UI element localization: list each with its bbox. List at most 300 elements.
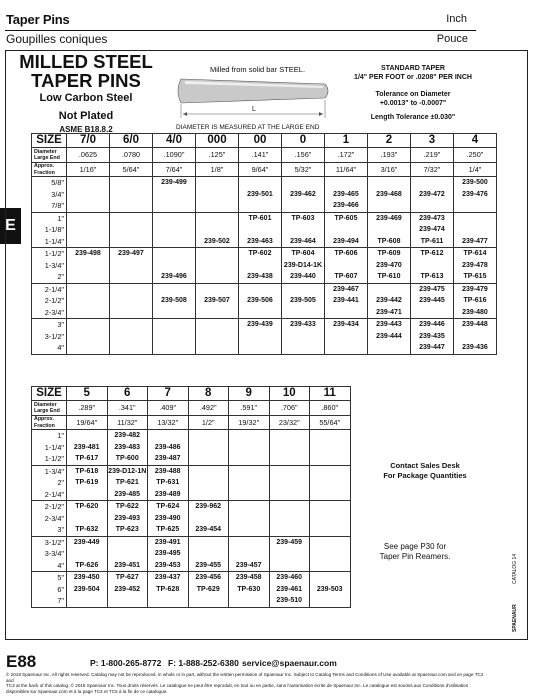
part-number: 239-962 bbox=[195, 503, 222, 510]
part-number: 239-468 bbox=[376, 190, 402, 198]
size-value: 2 bbox=[368, 134, 411, 148]
part-number: 239-441 bbox=[333, 297, 359, 304]
part-number bbox=[270, 513, 310, 525]
part-number bbox=[368, 200, 410, 212]
length-value: 1-3/4" bbox=[44, 466, 64, 476]
length-value: 1" bbox=[57, 431, 64, 440]
part-cell bbox=[229, 536, 270, 572]
part-number bbox=[196, 260, 238, 272]
part-number bbox=[411, 200, 453, 212]
part-number: 239-449 bbox=[73, 538, 100, 546]
part-number bbox=[189, 442, 229, 454]
part-number: TP-627 bbox=[115, 574, 139, 581]
part-number bbox=[196, 284, 238, 296]
part-number: 239-452 bbox=[114, 585, 141, 593]
length-value: 5" bbox=[57, 573, 64, 582]
part-number: 239-457 bbox=[235, 561, 262, 569]
part-number bbox=[229, 453, 269, 465]
length-value: 3" bbox=[57, 525, 64, 534]
part-cell bbox=[454, 177, 497, 213]
part-number bbox=[454, 213, 496, 225]
fraction-value: 55/64" bbox=[310, 416, 351, 430]
diameter-value: .193" bbox=[368, 148, 411, 163]
part-number: 239-493 bbox=[114, 514, 141, 522]
part-number bbox=[282, 200, 324, 212]
part-number: 239-499 bbox=[161, 179, 187, 186]
part-cell bbox=[239, 212, 282, 248]
part-number bbox=[196, 342, 238, 354]
part-number bbox=[189, 466, 229, 478]
part-number bbox=[325, 331, 367, 343]
part-number bbox=[153, 236, 195, 248]
sales-contact-note bbox=[360, 461, 490, 481]
part-cell bbox=[153, 177, 196, 213]
reamer-note bbox=[360, 542, 470, 562]
part-number bbox=[229, 477, 269, 489]
part-number bbox=[110, 271, 152, 283]
part-number bbox=[239, 342, 281, 354]
length-cell bbox=[32, 319, 67, 355]
part-number: 239-477 bbox=[462, 237, 488, 245]
part-number bbox=[67, 307, 109, 319]
part-number: 239-485 bbox=[114, 490, 141, 498]
part-number: 239-475 bbox=[419, 285, 445, 293]
length-cell bbox=[32, 572, 67, 608]
length-cell bbox=[32, 283, 67, 319]
part-number bbox=[153, 284, 195, 296]
fraction-value: 7/64" bbox=[153, 163, 196, 177]
fraction-value: 11/32" bbox=[107, 416, 148, 430]
part-number: TP-615 bbox=[463, 273, 487, 280]
part-number bbox=[67, 177, 109, 189]
part-number: TP-624 bbox=[156, 503, 180, 510]
part-number: 239-472 bbox=[419, 190, 445, 198]
copyright-notice bbox=[6, 672, 486, 694]
part-number: 239-436 bbox=[462, 344, 488, 351]
size-value: 7/0 bbox=[67, 134, 110, 148]
part-cell bbox=[196, 319, 239, 355]
part-number bbox=[454, 331, 496, 343]
material-label: Low Carbon Steel bbox=[39, 92, 133, 104]
length-value: 1-1/2" bbox=[44, 249, 64, 258]
part-number: 239-487 bbox=[154, 455, 181, 462]
length-group-row bbox=[32, 572, 351, 608]
part-cell bbox=[269, 430, 310, 466]
part-number: 239-442 bbox=[376, 297, 402, 304]
part-cell bbox=[368, 177, 411, 213]
part-number bbox=[325, 260, 367, 272]
part-number: 239-D12-1N bbox=[108, 467, 147, 475]
std-taper-title: STANDARD TAPER bbox=[381, 65, 445, 72]
part-number bbox=[310, 513, 350, 525]
part-number bbox=[189, 477, 229, 489]
length-group-row bbox=[32, 536, 351, 572]
part-number bbox=[67, 548, 107, 560]
size-value: 7 bbox=[148, 387, 189, 401]
part-cell bbox=[310, 536, 351, 572]
part-cell bbox=[67, 572, 108, 608]
part-number: 239-479 bbox=[462, 285, 488, 293]
length-value: 1-1/4" bbox=[44, 442, 64, 452]
part-cell bbox=[153, 319, 196, 355]
part-number: TP-606 bbox=[334, 250, 358, 257]
part-number: 239-483 bbox=[114, 443, 141, 451]
part-number: TP-603 bbox=[291, 214, 315, 222]
part-cell bbox=[411, 212, 454, 248]
unit-label: Inch bbox=[446, 13, 467, 25]
length-value: 2-1/4" bbox=[44, 284, 64, 294]
fraction-value: 7/32" bbox=[411, 163, 454, 177]
diameter-value: .706" bbox=[269, 401, 310, 416]
part-number: 239-458 bbox=[235, 574, 262, 581]
length-value: 4" bbox=[57, 343, 64, 352]
part-number: 239-505 bbox=[290, 297, 316, 304]
part-cell bbox=[153, 212, 196, 248]
part-cell bbox=[368, 212, 411, 248]
diameter-label: Diameter Large End bbox=[32, 401, 67, 416]
part-cell bbox=[110, 177, 153, 213]
length-tolerance: Length Tolerance ±0.030" bbox=[370, 114, 456, 121]
part-number bbox=[310, 430, 350, 442]
size-header-row bbox=[32, 134, 497, 148]
part-number bbox=[67, 513, 107, 525]
size-value: 11 bbox=[310, 387, 351, 401]
length-value: 1-1/4" bbox=[44, 236, 64, 246]
part-number bbox=[67, 295, 109, 307]
part-cell bbox=[229, 501, 270, 537]
part-number: 239-447 bbox=[419, 344, 445, 351]
size-value: 9 bbox=[229, 387, 270, 401]
part-number bbox=[282, 342, 324, 354]
part-number bbox=[110, 307, 152, 319]
part-number: TP-631 bbox=[156, 479, 180, 486]
part-number: 239-437 bbox=[154, 574, 181, 581]
length-group-row bbox=[32, 430, 351, 466]
fraction-value: 1/16" bbox=[67, 163, 110, 177]
part-number: TP-611 bbox=[420, 237, 444, 245]
section-tab: E bbox=[0, 208, 21, 244]
part-cell bbox=[454, 319, 497, 355]
part-cell bbox=[107, 572, 148, 608]
part-number bbox=[153, 200, 195, 212]
part-cell bbox=[110, 283, 153, 319]
part-number: 239-488 bbox=[154, 467, 181, 475]
part-cell bbox=[368, 319, 411, 355]
length-value: 2-3/4" bbox=[44, 307, 64, 317]
length-value: 3-1/2" bbox=[44, 331, 64, 341]
standard-taper-info bbox=[338, 65, 488, 123]
length-value: 2-1/2" bbox=[44, 502, 64, 511]
diameter-row bbox=[32, 148, 497, 163]
part-number bbox=[270, 548, 310, 560]
contact-line-2: For Package Quantities bbox=[383, 471, 467, 480]
part-number: 239-434 bbox=[333, 321, 359, 328]
part-number bbox=[282, 307, 324, 319]
part-number bbox=[67, 430, 107, 442]
part-number bbox=[270, 453, 310, 465]
std-taper-value: 1/4" PER FOOT or .0208" PER INCH bbox=[354, 73, 472, 81]
part-number bbox=[110, 331, 152, 343]
part-number bbox=[411, 307, 453, 319]
part-number: 239-476 bbox=[462, 190, 488, 198]
part-number: 239-470 bbox=[376, 261, 402, 269]
part-cell bbox=[148, 536, 189, 572]
length-value: 4" bbox=[57, 560, 64, 570]
part-number: 239-451 bbox=[114, 561, 141, 569]
fax-number: F: 1-888-252-6380 bbox=[168, 658, 239, 668]
part-cell bbox=[67, 212, 110, 248]
diameter-value: .125" bbox=[196, 148, 239, 163]
size-table-small bbox=[31, 133, 497, 355]
standard-label: ASME B18.8.2 bbox=[59, 125, 113, 134]
part-number bbox=[196, 200, 238, 212]
part-cell bbox=[325, 248, 368, 284]
part-number: TP-616 bbox=[463, 297, 487, 304]
part-number bbox=[196, 248, 238, 260]
length-value: 2-3/4" bbox=[44, 513, 64, 523]
length-value: 3" bbox=[57, 320, 64, 329]
size-value: 1 bbox=[325, 134, 368, 148]
part-cell bbox=[107, 536, 148, 572]
part-number: TP-629 bbox=[196, 585, 220, 593]
part-number bbox=[110, 189, 152, 201]
part-number: 239-454 bbox=[195, 526, 222, 533]
part-number bbox=[310, 442, 350, 454]
fraction-label: Approx. Fraction bbox=[32, 416, 67, 430]
contact-line-1: Contact Sales Desk bbox=[390, 461, 460, 470]
part-number: TP-622 bbox=[115, 503, 139, 510]
part-number bbox=[325, 307, 367, 319]
length-value: 1-1/8" bbox=[44, 225, 64, 234]
part-number bbox=[270, 560, 310, 572]
part-number: 239-443 bbox=[376, 321, 402, 328]
part-number: 239-463 bbox=[247, 237, 273, 245]
part-number bbox=[270, 466, 310, 478]
fraction-value: 1/4" bbox=[454, 163, 497, 177]
size-value: 00 bbox=[239, 134, 282, 148]
size-value: 6/0 bbox=[110, 134, 153, 148]
length-group-row bbox=[32, 212, 497, 248]
part-cell bbox=[454, 248, 497, 284]
part-number bbox=[67, 342, 109, 354]
length-value: 3-1/2" bbox=[44, 537, 64, 547]
part-cell bbox=[107, 430, 148, 466]
size-header-row bbox=[32, 387, 351, 401]
reamer-line-2: Taper Pin Reamers. bbox=[379, 552, 451, 561]
part-number: 239-435 bbox=[419, 332, 445, 340]
part-cell bbox=[229, 430, 270, 466]
email-link[interactable]: service@spaenaur.com bbox=[242, 658, 337, 668]
phone-number: P: 1-800-265-8772 bbox=[90, 658, 162, 668]
part-number bbox=[148, 595, 188, 607]
part-number: 239-510 bbox=[276, 597, 303, 604]
page-number: E88 bbox=[6, 652, 37, 671]
part-number: 239-496 bbox=[161, 273, 187, 280]
part-number bbox=[67, 224, 109, 236]
part-number bbox=[325, 177, 367, 189]
taper-pin-drawing bbox=[175, 74, 335, 124]
length-group-row bbox=[32, 465, 351, 501]
part-number bbox=[270, 524, 310, 536]
part-number: 239-503 bbox=[316, 585, 343, 593]
diameter-value: .172" bbox=[325, 148, 368, 163]
part-number bbox=[368, 284, 410, 296]
part-number bbox=[148, 430, 188, 442]
part-number bbox=[110, 213, 152, 225]
part-number: 239-490 bbox=[154, 514, 181, 522]
part-cell bbox=[269, 465, 310, 501]
part-cell bbox=[110, 319, 153, 355]
part-number: 239-504 bbox=[73, 585, 100, 593]
part-number bbox=[310, 595, 350, 607]
part-cell bbox=[325, 212, 368, 248]
part-number: TP-609 bbox=[377, 250, 401, 257]
part-number bbox=[110, 236, 152, 248]
part-number: 239-439 bbox=[247, 321, 273, 328]
fraction-value: 9/64" bbox=[239, 163, 282, 177]
part-number bbox=[310, 489, 350, 501]
part-cell bbox=[325, 177, 368, 213]
part-number bbox=[310, 537, 350, 549]
part-cell bbox=[269, 572, 310, 608]
part-number bbox=[282, 177, 324, 189]
part-cell bbox=[196, 248, 239, 284]
part-number: 239-491 bbox=[154, 538, 181, 546]
part-number bbox=[270, 430, 310, 442]
part-number bbox=[454, 200, 496, 212]
part-number: TP-625 bbox=[156, 526, 180, 533]
part-number: 239-459 bbox=[276, 538, 303, 546]
part-number bbox=[196, 213, 238, 225]
part-number: TP-605 bbox=[334, 214, 358, 222]
part-number bbox=[67, 189, 109, 201]
length-cell bbox=[32, 536, 67, 572]
diameter-label: Diameter Large End bbox=[32, 148, 67, 163]
part-number: TP-626 bbox=[75, 561, 99, 569]
part-number bbox=[282, 331, 324, 343]
part-number bbox=[108, 595, 148, 607]
part-number bbox=[110, 260, 152, 272]
part-number: 239-465 bbox=[333, 190, 359, 198]
part-cell bbox=[67, 177, 110, 213]
part-cell bbox=[269, 536, 310, 572]
part-number bbox=[310, 572, 350, 584]
part-number bbox=[282, 284, 324, 296]
part-number: TP-628 bbox=[156, 585, 180, 593]
length-value: 2" bbox=[57, 272, 64, 281]
fraction-value: 3/16" bbox=[368, 163, 411, 177]
unit-label-french: Pouce bbox=[436, 33, 468, 45]
part-number: 239-455 bbox=[195, 561, 222, 569]
part-cell bbox=[239, 319, 282, 355]
part-number: TP-620 bbox=[75, 503, 99, 510]
part-number: TP-623 bbox=[115, 526, 139, 533]
part-number bbox=[229, 501, 269, 513]
part-cell bbox=[368, 283, 411, 319]
fraction-row bbox=[32, 163, 497, 177]
part-number bbox=[67, 489, 107, 501]
part-number bbox=[196, 319, 238, 331]
part-cell bbox=[411, 319, 454, 355]
size-label: SIZE bbox=[32, 387, 67, 401]
part-number: 239-467 bbox=[333, 285, 359, 293]
part-number bbox=[110, 224, 152, 236]
length-dimension-label: L bbox=[252, 106, 256, 113]
part-cell bbox=[110, 212, 153, 248]
part-number: 239-450 bbox=[73, 574, 100, 581]
part-cell bbox=[229, 572, 270, 608]
fraction-value: 23/32" bbox=[269, 416, 310, 430]
part-cell bbox=[282, 319, 325, 355]
part-cell bbox=[325, 319, 368, 355]
part-number: 239-497 bbox=[118, 250, 144, 257]
part-cell bbox=[67, 536, 108, 572]
part-number bbox=[270, 442, 310, 454]
part-number bbox=[153, 248, 195, 260]
length-group-row bbox=[32, 319, 497, 355]
part-cell bbox=[411, 177, 454, 213]
tolerance-value: +0.0013" to -0.0007" bbox=[379, 99, 447, 107]
fraction-value: 19/32" bbox=[229, 416, 270, 430]
part-cell bbox=[411, 283, 454, 319]
part-number bbox=[110, 200, 152, 212]
part-cell bbox=[67, 465, 108, 501]
part-number bbox=[110, 319, 152, 331]
part-number: 239-462 bbox=[290, 190, 316, 198]
length-cell bbox=[32, 465, 67, 501]
diameter-value: .341" bbox=[107, 401, 148, 416]
part-number bbox=[189, 430, 229, 442]
part-number bbox=[368, 342, 410, 354]
diameter-value: .492" bbox=[188, 401, 229, 416]
part-number: 239-438 bbox=[247, 273, 273, 280]
part-number bbox=[239, 177, 281, 189]
fraction-label: Approx. Fraction bbox=[32, 163, 67, 177]
size-value: 5 bbox=[67, 387, 108, 401]
part-cell bbox=[148, 465, 189, 501]
diameter-value: .409" bbox=[148, 401, 189, 416]
part-cell bbox=[67, 430, 108, 466]
length-group-row bbox=[32, 283, 497, 319]
fraction-row bbox=[32, 416, 351, 430]
tolerance-title: Tolerance on Diameter bbox=[375, 91, 451, 98]
part-number bbox=[229, 524, 269, 536]
part-number bbox=[310, 548, 350, 560]
length-cell bbox=[32, 248, 67, 284]
size-value: 8 bbox=[188, 387, 229, 401]
part-number bbox=[368, 224, 410, 236]
part-cell bbox=[148, 501, 189, 537]
length-value: 1-1/2" bbox=[44, 454, 64, 463]
part-number bbox=[67, 284, 109, 296]
part-number: TP-614 bbox=[463, 250, 487, 257]
part-number bbox=[229, 442, 269, 454]
part-cell bbox=[188, 501, 229, 537]
part-number: 239-508 bbox=[161, 297, 187, 304]
diameter-value: .289" bbox=[67, 401, 108, 416]
fraction-value: 5/32" bbox=[282, 163, 325, 177]
part-number bbox=[310, 477, 350, 489]
part-number bbox=[229, 548, 269, 560]
diameter-value: .591" bbox=[229, 401, 270, 416]
part-number bbox=[153, 342, 195, 354]
part-cell bbox=[411, 248, 454, 284]
part-number: 239-466 bbox=[333, 202, 359, 209]
part-number bbox=[110, 177, 152, 189]
length-group-row bbox=[32, 177, 497, 213]
length-cell bbox=[32, 430, 67, 466]
diameter-value: .0625 bbox=[67, 148, 110, 163]
